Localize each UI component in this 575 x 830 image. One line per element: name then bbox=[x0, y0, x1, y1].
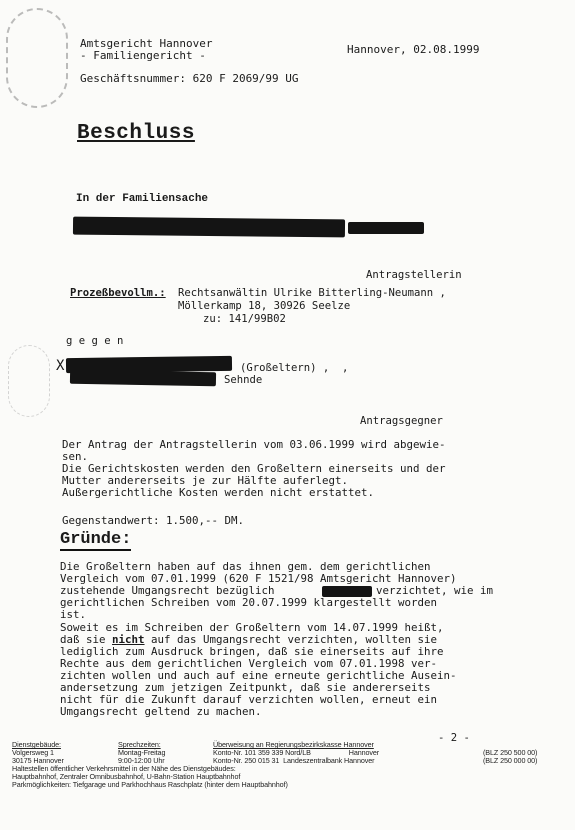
place-date: Hannover, 02.08.1999 bbox=[347, 43, 480, 56]
respondent-grandparents: (Großeltern) , , bbox=[240, 362, 349, 374]
decision-line: Außergerichtliche Kosten werden nicht erstattet. bbox=[62, 486, 375, 499]
reasons-heading: Gründe: bbox=[60, 530, 132, 549]
reasons-line: andersetzung zum jetzigen Zeitpunkt, daß sie andererseits bbox=[60, 681, 431, 694]
court-name: Amtsgericht Hannover bbox=[80, 37, 213, 50]
footer-transfer-label: Überweisung an Regierungsbezirkskasse Hannover bbox=[213, 740, 374, 749]
redacted-applicant-name bbox=[73, 217, 345, 238]
footer-building-label: Dienstgebäude: bbox=[12, 740, 61, 749]
reasons-text: auf das Umgangsrecht verzichten, wollten sie bbox=[144, 633, 438, 646]
page-number: - 2 - bbox=[438, 732, 470, 744]
footer-account-1: Konto-Nr. 101 359 339 Nord/LB Hannover bbox=[213, 748, 380, 757]
reasons-line: Vergleich vom 07.01.1999 (620 F 1521/98 Amtsgericht Hannover) bbox=[60, 572, 457, 585]
footer-hours-days: Montag-Freitag bbox=[118, 748, 166, 757]
footer-account-2-blz: (BLZ 250 000 00) bbox=[483, 756, 538, 765]
attorney-address: Möllerkamp 18, 30926 Seelze bbox=[178, 300, 351, 312]
decision-line: Mutter andererseits je zur Hälfte auferlegt. bbox=[62, 474, 349, 487]
attorney-label: Prozeßbevollm.: bbox=[70, 287, 166, 299]
redacted-respondent-address bbox=[70, 370, 216, 387]
footer-account-1-blz: (BLZ 250 500 00) bbox=[483, 748, 538, 757]
decision-line: Die Gerichtskosten werden den Großeltern einerseits und der bbox=[62, 462, 446, 475]
reasons-line: ist. bbox=[60, 608, 87, 621]
court-division: - Familiengericht - bbox=[80, 49, 206, 62]
footer-hours-label: Sprechzeiten: bbox=[118, 740, 161, 749]
reasons-line: lediglich zum Ausdruck bringen, daß sie einerseits auf ihre bbox=[60, 645, 444, 658]
respondent-city: Sehnde bbox=[224, 374, 263, 386]
redaction-bracket: X bbox=[56, 358, 65, 374]
reasons-line: zustehende Umgangsrecht bezüglich bbox=[60, 584, 275, 597]
family-matter-label: In der Familiensache bbox=[76, 193, 209, 205]
reasons-line: gerichtlichen Schreiben vom 20.07.1999 klargestellt worden bbox=[60, 596, 438, 609]
attorney-reference: zu: 141/99B02 bbox=[203, 313, 286, 325]
document-title: Beschluss bbox=[77, 122, 195, 145]
emphasis-nicht: nicht bbox=[112, 633, 145, 646]
reasons-line: zichten wollen und auch auf eine erneute gerichtliche Ausein- bbox=[60, 669, 457, 682]
applicant-role: Antragstellerin bbox=[366, 269, 462, 281]
redacted-applicant-name-part bbox=[348, 222, 424, 234]
reasons-line: Soweit es im Schreiben der Großeltern vom 14.07.1999 heißt, bbox=[60, 621, 444, 634]
reasons-line: verzichtet, wie im bbox=[376, 584, 494, 597]
court-seal-stamp bbox=[6, 8, 68, 108]
versus-label: g e g e n bbox=[66, 335, 124, 347]
faint-stamp-mark bbox=[8, 345, 50, 417]
decision-line: Der Antrag der Antragstellerin vom 03.06.1999 wird abgewie- bbox=[62, 438, 446, 451]
footer-building-street: Volgersweg 1 bbox=[12, 748, 54, 757]
reasons-line: Umgangsrecht geltend zu machen. bbox=[60, 705, 262, 718]
decision-line: sen. bbox=[62, 450, 89, 463]
reasons-text: daß sie bbox=[60, 633, 113, 646]
reasons-line: Rechte aus dem gerichtlichen Vergleich vom 07.01.1998 ver- bbox=[60, 657, 438, 670]
footer-transit-label: Haltestellen öffentlicher Verkehrsmittel in der Nähe des Dienstgebäudes: bbox=[12, 764, 236, 773]
attorney-name: Rechtsanwältin Ulrike Bitterling-Neumann , bbox=[178, 287, 446, 299]
footer-building-city: 30175 Hannover bbox=[12, 756, 64, 765]
case-number: Geschäftsnummer: 620 F 2069/99 UG bbox=[80, 72, 299, 85]
reasons-line: nicht für die Zukunft darauf verzichten wollen, erneut ein bbox=[60, 693, 438, 706]
footer-hours-time: 9:00-12:00 Uhr bbox=[118, 756, 165, 765]
respondent-role: Antragsgegner bbox=[360, 415, 443, 427]
footer-account-2: Konto-Nr. 250 015 31 Landeszentralbank Hannover bbox=[213, 756, 375, 765]
reasons-line: Die Großeltern haben auf das ihnen gem. dem gerichtlichen bbox=[60, 560, 431, 573]
footer-parking: Parkmöglichkeiten: Tiefgarage und Parkhochhaus Raschplatz (hinter dem Hauptbahnhof) bbox=[12, 780, 288, 789]
footer-transit-stations: Hauptbahnhof, Zentraler Omnibusbahnhof, U-Bahn-Station Hauptbahnhof bbox=[12, 772, 241, 781]
value-in-dispute: Gegenstandwert: 1.500,-- DM. bbox=[62, 514, 245, 527]
